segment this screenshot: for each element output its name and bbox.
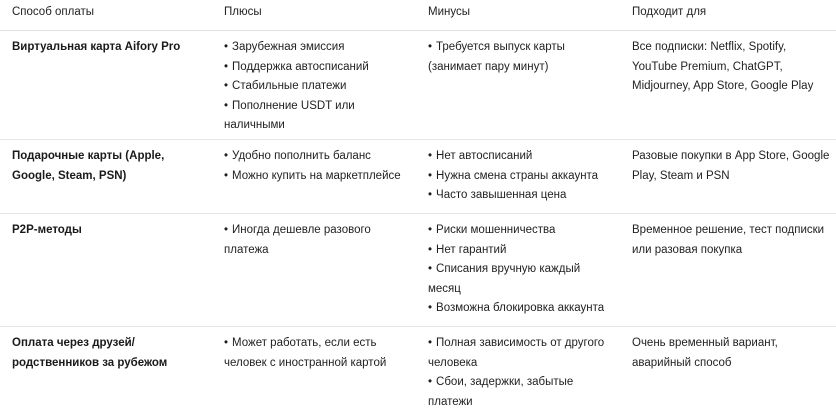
list-item: • Иногда дешевле разового платежа	[224, 224, 371, 256]
list-item: • Возможна блокировка аккаунта	[428, 302, 605, 314]
method-cell: Подарочные карты (Apple, Google, Steam, PSN)	[12, 150, 165, 182]
list-item: • Поддержка автосписаний	[224, 60, 369, 73]
list-item: • Можно купить на маркетплейсе	[224, 169, 401, 182]
list-item: • Стабильные платежи	[224, 80, 347, 92]
table-row	[0, 140, 836, 214]
suited-cell: Разовые покупки в App Store, Google Play, Steam и PSN	[632, 150, 830, 182]
method-cell: Оплата через друзей/ родственников за рубежом	[12, 337, 168, 369]
suited-cell: Все подписки: Netflix, Spotify, YouTube Premium, ChatGPT, Midjourney, App Store, Google Play	[632, 41, 814, 92]
header-suited: Подходит для	[632, 6, 707, 18]
suited-cell: Временное решение, тест подписки или разовая покупка	[632, 224, 825, 256]
header-pros: Плюсы	[224, 6, 262, 18]
cons-cell	[416, 327, 620, 416]
method-cell: Виртуальная карта Aifory Pro	[12, 41, 181, 53]
header-method: Способ оплаты	[12, 6, 94, 18]
table-row	[0, 214, 836, 327]
list-item: • Удобно пополнить баланс	[224, 150, 371, 162]
list-item: • Пополнение USDT или наличными	[224, 99, 355, 131]
list-item: • Списания вручную каждый месяц	[428, 263, 581, 295]
table-header-row	[0, 0, 836, 31]
method-cell: P2P-методы	[12, 224, 82, 236]
list-item: • Полная зависимость от другого человека	[428, 337, 605, 369]
list-item: • Риски мошенничества	[428, 224, 556, 236]
header-cons: Минусы	[428, 6, 470, 18]
list-item: • Может работать, если есть человек с иностранной картой	[224, 337, 387, 369]
cons-cell	[416, 140, 620, 213]
cons-cell	[416, 31, 620, 139]
list-item: • Зарубежная эмиссия	[224, 41, 345, 53]
list-item: • Нет гарантий	[428, 243, 507, 256]
list-item: • Нет автосписаний	[428, 150, 533, 162]
list-item: • Часто завышенная цена	[428, 189, 567, 201]
list-item: • Нужна смена страны аккаунта	[428, 169, 599, 182]
pros-cell	[212, 140, 416, 213]
pros-cell	[212, 327, 416, 416]
list-item: • Требуется выпуск карты (занимает пару минут)	[428, 41, 565, 73]
pros-cell	[212, 214, 416, 326]
table-row	[0, 31, 836, 140]
cons-cell	[416, 214, 620, 326]
suited-cell: Очень временный вариант, аварийный способ	[632, 337, 778, 369]
list-item: • Сбои, задержки, забытые платежи	[428, 376, 574, 408]
pros-cell	[212, 31, 416, 139]
table-row	[0, 327, 836, 416]
